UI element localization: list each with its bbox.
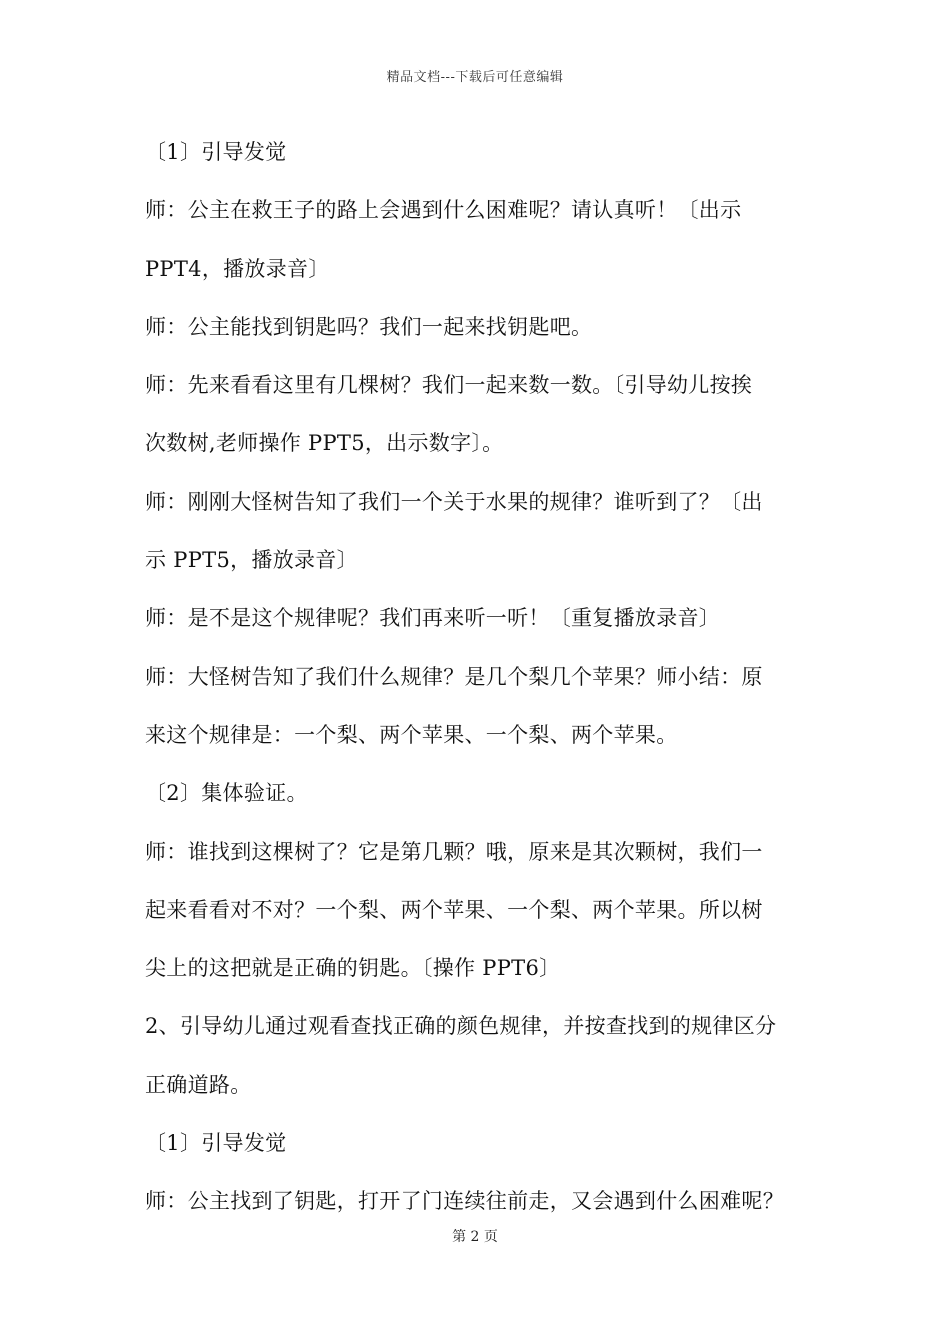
text-line: 师：刚刚大怪树告知了我们一个关于水果的规律？谁听到了？〔出 (145, 489, 763, 514)
text-line: 尖上的这把就是正确的钥匙。〔操作 PPT6〕 (145, 956, 561, 981)
text-line: 师：谁找到这棵树了？它是第几颗？哦，原来是其次颗树，我们一 (145, 839, 763, 864)
document-body (145, 129, 815, 1237)
page-header: 精品文档---下载后可任意编辑 (386, 70, 564, 85)
text-line: 师：公主能找到钥匙吗？我们一起来找钥匙吧。 (145, 314, 593, 339)
text-line: 师：是不是这个规律呢？我们再来听一听！〔重复播放录音〕 (145, 606, 721, 631)
text-line: 起来看看对不对？一个梨、两个苹果、一个梨、两个苹果。所以树 (145, 897, 763, 922)
text-line: 〔2〕集体验证。 (145, 781, 308, 806)
text-line: 示 PPT5，播放录音〕 (145, 548, 358, 573)
text-line: 师：大怪树告知了我们什么规律？是几个梨几个苹果？师小结：原 (145, 664, 763, 689)
text-line: 来这个规律是：一个梨、两个苹果、一个梨、两个苹果。 (145, 722, 678, 747)
text-line: 师：先来看看这里有几棵树？我们一起来数一数。〔引导幼儿按挨 (145, 373, 753, 398)
text-line: 正确道路。 (145, 1072, 252, 1097)
page-number: 第 2 页 (452, 1229, 498, 1245)
text-line: 〔1〕引导发觉 (145, 140, 287, 164)
text-line: 次数树,老师操作 PPT5，出示数字〕。 (145, 431, 504, 456)
text-line: 师：公主在救王子的路上会遇到什么困难呢？请认真听！〔出示 (145, 198, 742, 223)
text-line: 〔1〕引导发觉 (145, 1131, 287, 1156)
text-line: PPT4，播放录音〕 (145, 256, 330, 281)
text-line: 2、引导幼儿通过观看查找正确的颜色规律，并按查找到的规律区分 (145, 1014, 777, 1039)
text-line: 师：公主找到了钥匙，打开了门连续往前走，又会遇到什么困难呢？ (145, 1189, 784, 1214)
